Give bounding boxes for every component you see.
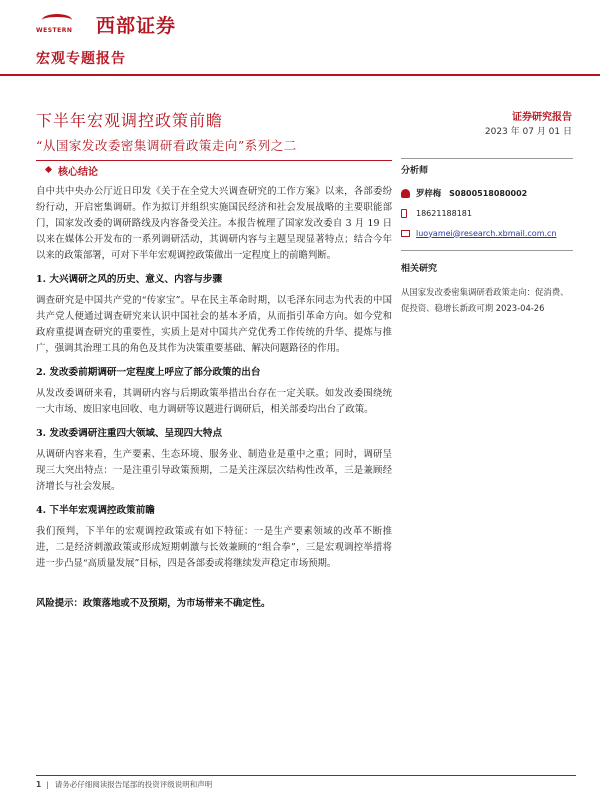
phone-row <box>401 206 573 220</box>
logo-latin-text: WESTERN <box>36 27 73 34</box>
footer-divider <box>36 775 576 776</box>
footer-disclaimer: 请务必仔细阅读报告尾部的投资评级说明和声明 <box>54 780 213 789</box>
phone-icon <box>401 209 407 218</box>
diamond-icon <box>45 166 52 173</box>
risk-warning: 风险提示：政策落地或不及预期，为市场带来不确定性。 <box>36 598 271 609</box>
core-conclusion-header <box>36 160 392 178</box>
related-report-title[interactable]: 从国家发改委密集调研看政策走向：促消费、促投资、稳增长新政可期 <box>401 287 569 313</box>
related-report-date: 2023-04-26 <box>495 303 545 313</box>
report-type: 宏观专题报告 <box>36 51 126 67</box>
analyst-row <box>401 186 573 200</box>
related-title: 相关研究 <box>401 264 438 274</box>
header-divider <box>0 74 600 76</box>
person-icon <box>401 189 410 198</box>
intro-paragraph: 自中共中央办公厅近日印发《关于在全党大兴调查研究的工作方案》以来，各部委纷纷行动，开启密集调研。作为拟订并组织实施国民经济和社会发展战略的主要职能部门，国家发改委的调研路线及内容备受关注。本报告梳理了国家发改委自 3 月 19 日以来在媒体公开发布的一系列调研活动，其调研内容与主题呈现显著特点；结合今年以来的政策部署，可对下半年宏观调控政策做出一定程度上的前瞻判断。 <box>36 186 392 261</box>
mail-icon <box>401 230 410 237</box>
sidebar-divider <box>401 158 573 159</box>
report-date: 2023 年 07 月 01 日 <box>484 127 572 137</box>
sidebar <box>401 158 573 316</box>
report-label: 证券研究报告 <box>512 112 572 123</box>
related-report[interactable] <box>401 284 573 316</box>
section-1-heading: 1. 大兴调研之风的历史、意义、内容与步骤 <box>36 274 223 285</box>
section-2-heading: 2. 发改委前期调研一定程度上呼应了部分政策的出台 <box>36 367 261 378</box>
logo-name: 西部证券 <box>96 14 177 37</box>
core-conclusion-heading: 核心结论 <box>58 167 98 178</box>
report-title: 下半年宏观调控政策前瞻 <box>36 111 224 130</box>
section-4-body: 我们预判，下半年的宏观调控政策或有如下特征：一是生产要素领域的改革不断推进，二是经济刺激政策或形成短期刺激与长效兼顾的“组合拳”，三是宏观调控举措将进一步凸显“高质量发展”目标，四是各部委或将继续发声稳定市场预期。 <box>36 526 392 569</box>
page-number: 1 <box>36 780 42 789</box>
section-2-body: 从发改委调研来看，其调研内容与后期政策举措出台存在一定关联。如发改委围绕统一大市场、废旧家电回收、电力调研等议题进行调研后，相关部委均出台了政策。 <box>36 388 392 415</box>
section-1-body: 调查研究是中国共产党的“传家宝”。早在民主革命时期，以毛泽东同志为代表的中国共产党人便通过调查研究来认识中国社会的基本矛盾，从而指引革命方向。如今党和政府重提调查研究的重要性，实质上是对中国共产党优秀工作传统的升华、提炼与推广，强调其治理工具的角色及其作为决策重要基础、解决问题路径的作用。 <box>36 295 392 354</box>
analyst-title: 分析师 <box>401 166 429 176</box>
analyst-phone: 18621188181 <box>416 208 472 218</box>
section-4-heading: 4. 下半年宏观调控政策前瞻 <box>36 505 155 516</box>
email-row <box>401 226 573 240</box>
footer: 1 | 请务必仔细阅读报告尾部的投资评级说明和声明 <box>36 780 213 789</box>
section-3-heading: 3. 发改委调研注重四大领域、呈现四大特点 <box>36 428 223 439</box>
main-content <box>36 184 392 612</box>
analyst-cert: S0800518080002 <box>449 188 528 198</box>
section-3-body: 从调研内容来看，生产要素、生态环境、服务业、制造业是重中之重；同时，调研呈现三大突出特点：一是注重引导政策预期，二是关注深层次结构性改革，三是兼顾经济增长与社会发展。 <box>36 449 392 492</box>
sidebar-divider-2 <box>401 250 573 251</box>
analyst-email[interactable]: luoyamei@research.xbmail.com.cn <box>416 228 557 238</box>
logo-mark-icon <box>36 11 80 37</box>
report-subtitle: “从国家发改委密集调研看政策走向”系列之二 <box>36 138 297 153</box>
company-logo <box>36 10 176 38</box>
analyst-name: 罗梓梅 <box>416 188 442 198</box>
